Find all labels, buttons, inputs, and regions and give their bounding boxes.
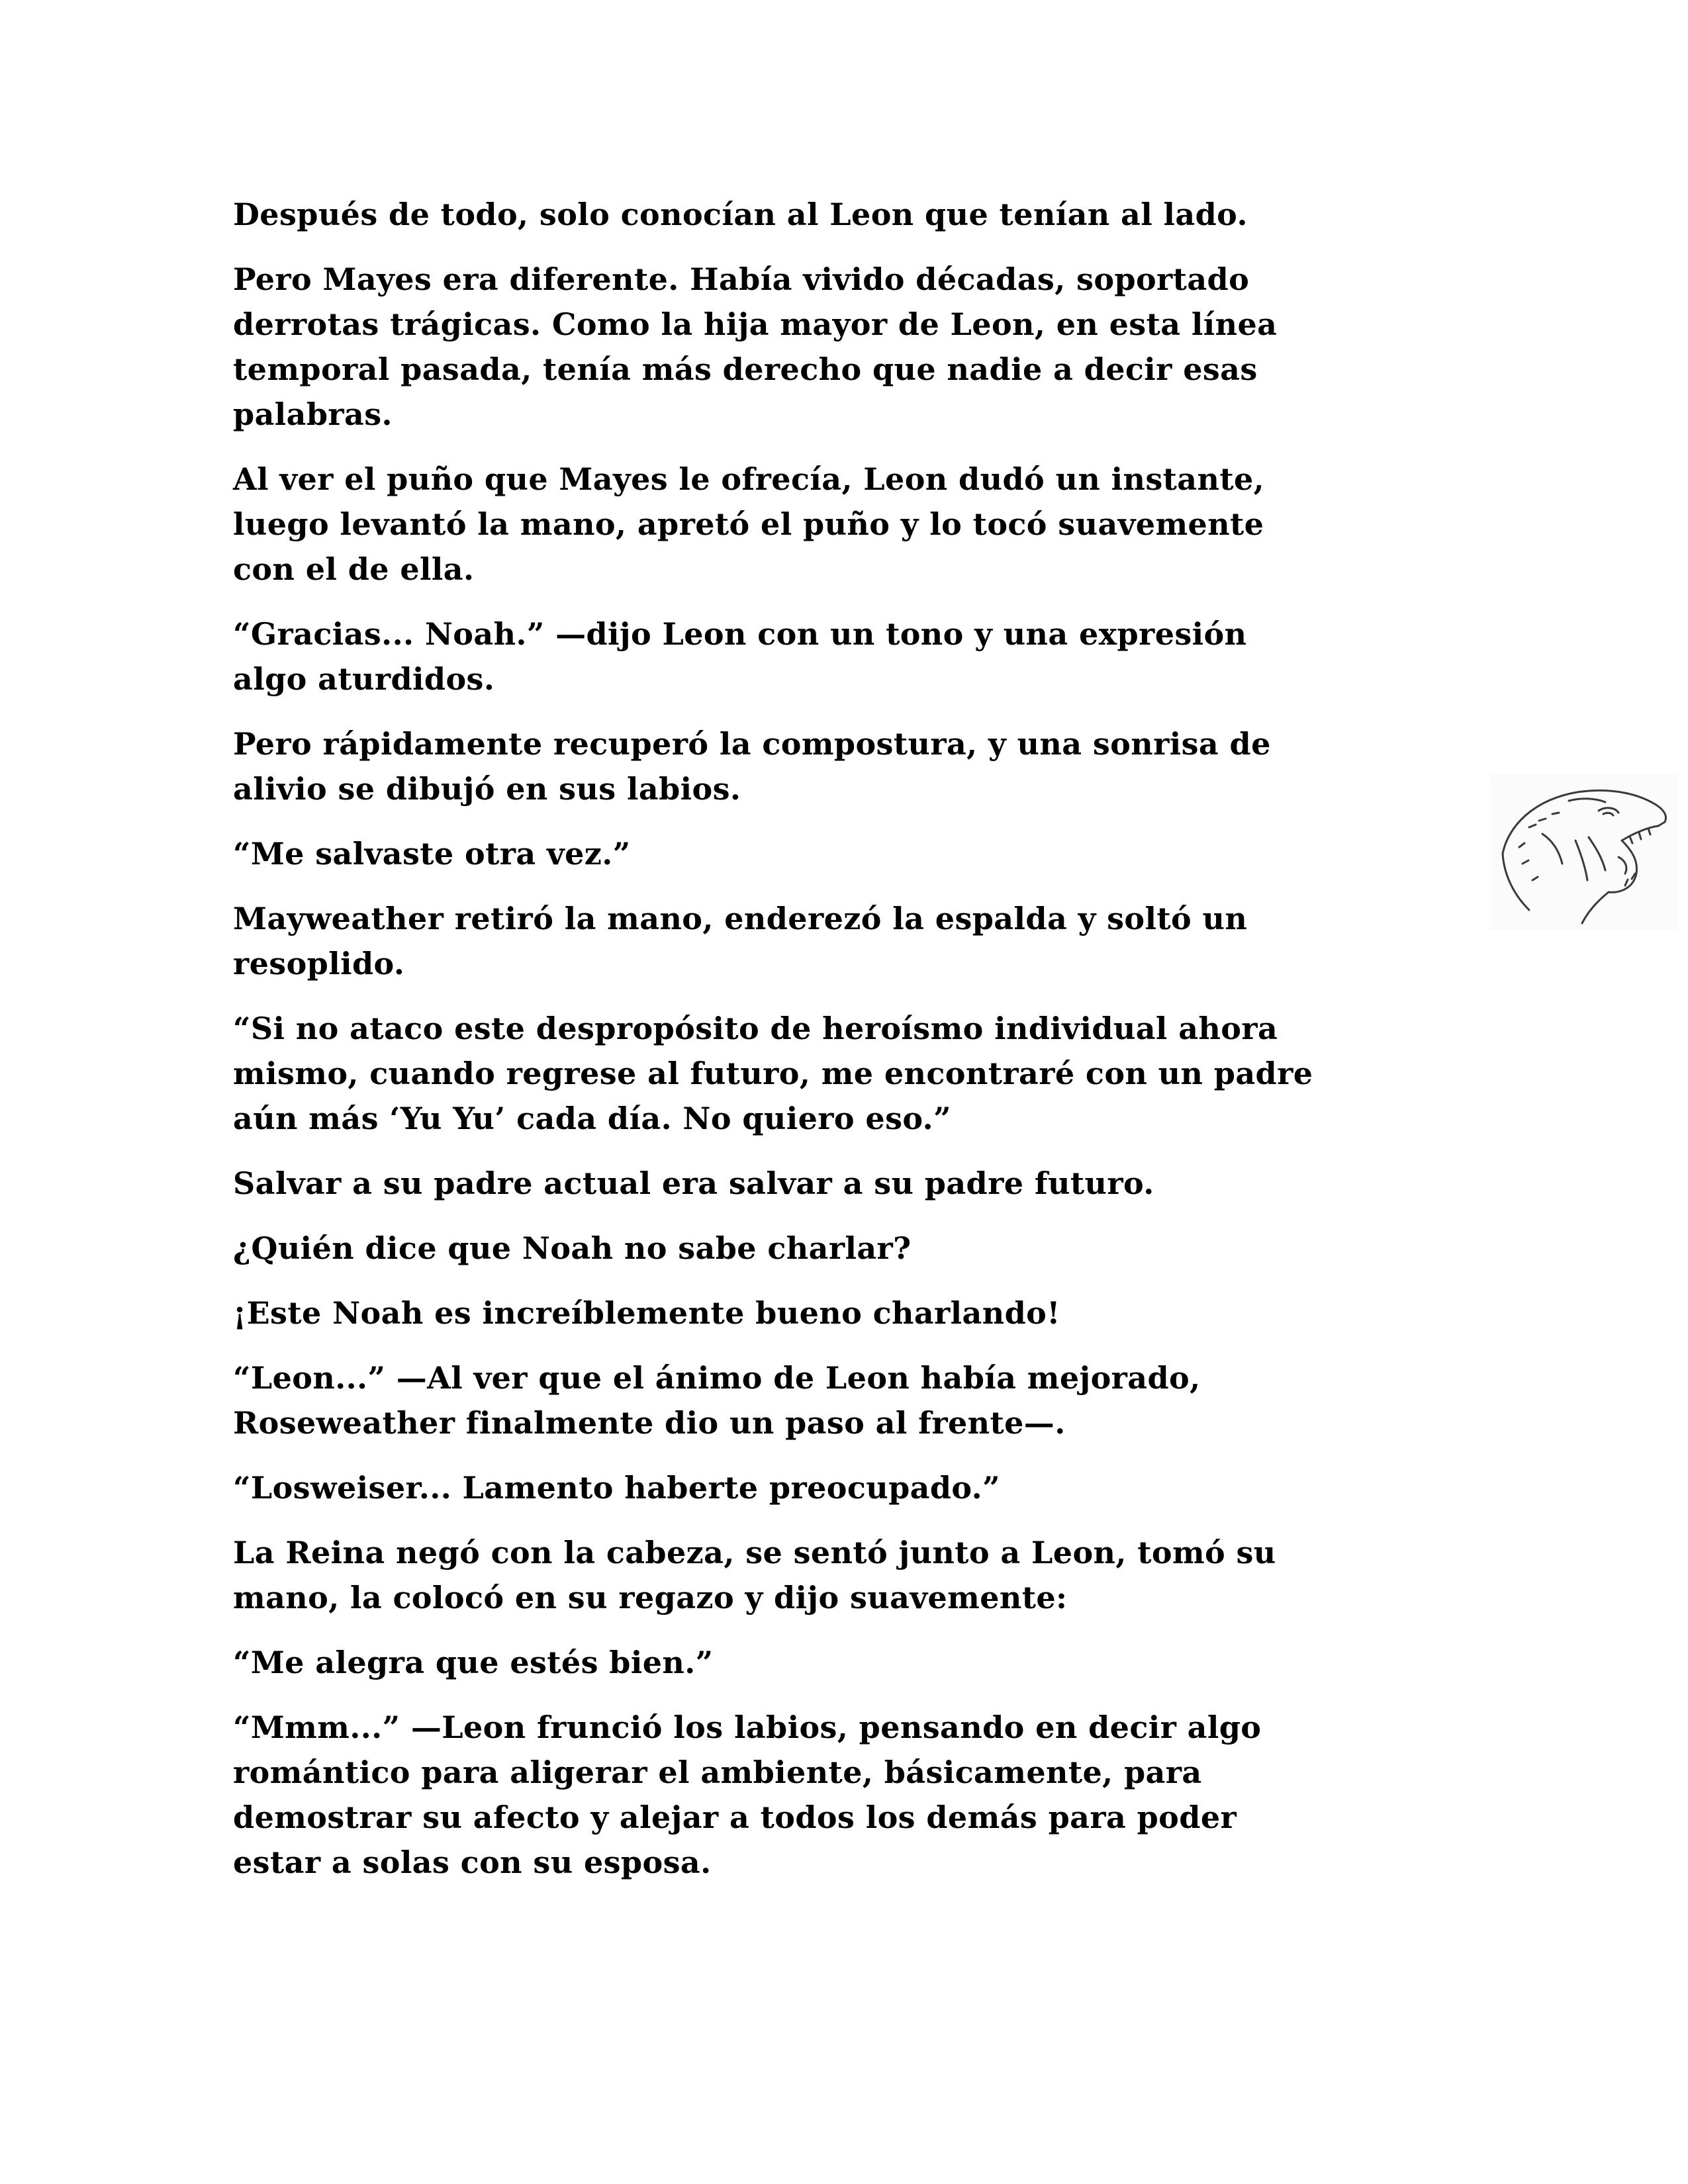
paragraph: Después de todo, solo conocían al Leon que tenían al lado.: [233, 197, 1248, 232]
paragraph: Al ver el puño que Mayes le ofrecía, Leon dudó un instante, luego levantó la mano, apretó el puño y lo tocó suavemente con el de ella.: [233, 461, 1265, 587]
paragraph: Mayweather retiró la mano, enderezó la espalda y soltó un resoplido.: [233, 901, 1248, 981]
document-body: [233, 192, 1444, 1905]
paragraph: “Gracias... Noah.” —dijo Leon con un tono y una expresión algo aturdidos.: [233, 616, 1247, 697]
paragraph: Pero rápidamente recuperó la compostura, y una sonrisa de alivio se dibujó en sus labios.: [233, 726, 1271, 807]
paragraph: ¡Este Noah es increíblemente bueno charlando!: [233, 1295, 1060, 1331]
dinosaur-head-sketch-icon: [1489, 774, 1678, 930]
paragraph: “Me salvaste otra vez.”: [233, 836, 631, 872]
paragraph: La Reina negó con la cabeza, se sentó junto a Leon, tomó su mano, la colocó en su regazo y dijo suavemente:: [233, 1535, 1276, 1615]
paragraph: “Leon...” —Al ver que el ánimo de Leon había mejorado, Roseweather finalmente dio un paso al frente—.: [233, 1360, 1201, 1441]
paragraph: “Me alegra que estés bien.”: [233, 1645, 714, 1680]
paragraph: ¿Quién dice que Noah no sabe charlar?: [233, 1230, 912, 1266]
paragraph: “Losweiser... Lamento haberte preocupado.”: [233, 1470, 1000, 1506]
paragraph: Pero Mayes era diferente. Había vivido décadas, soportado derrotas trágicas. Como la hija mayor de Leon, en esta línea temporal pasada, tenía más derecho que nadie a decir esas palabras.: [233, 261, 1278, 432]
paragraph: “Si no ataco este despropósito de heroísmo individual ahora mismo, cuando regrese al futuro, me encontraré con un padre aún más ‘Yu Yu’ cada día. No quiero eso.”: [233, 1011, 1313, 1136]
paragraph: Salvar a su padre actual era salvar a su padre futuro.: [233, 1165, 1154, 1201]
paragraph: “Mmm...” —Leon frunció los labios, pensando en decir algo romántico para aligerar el ambiente, básicamente, para demostrar su afecto y alejar a todos los demás para poder estar a solas con su esposa.: [233, 1709, 1262, 1880]
